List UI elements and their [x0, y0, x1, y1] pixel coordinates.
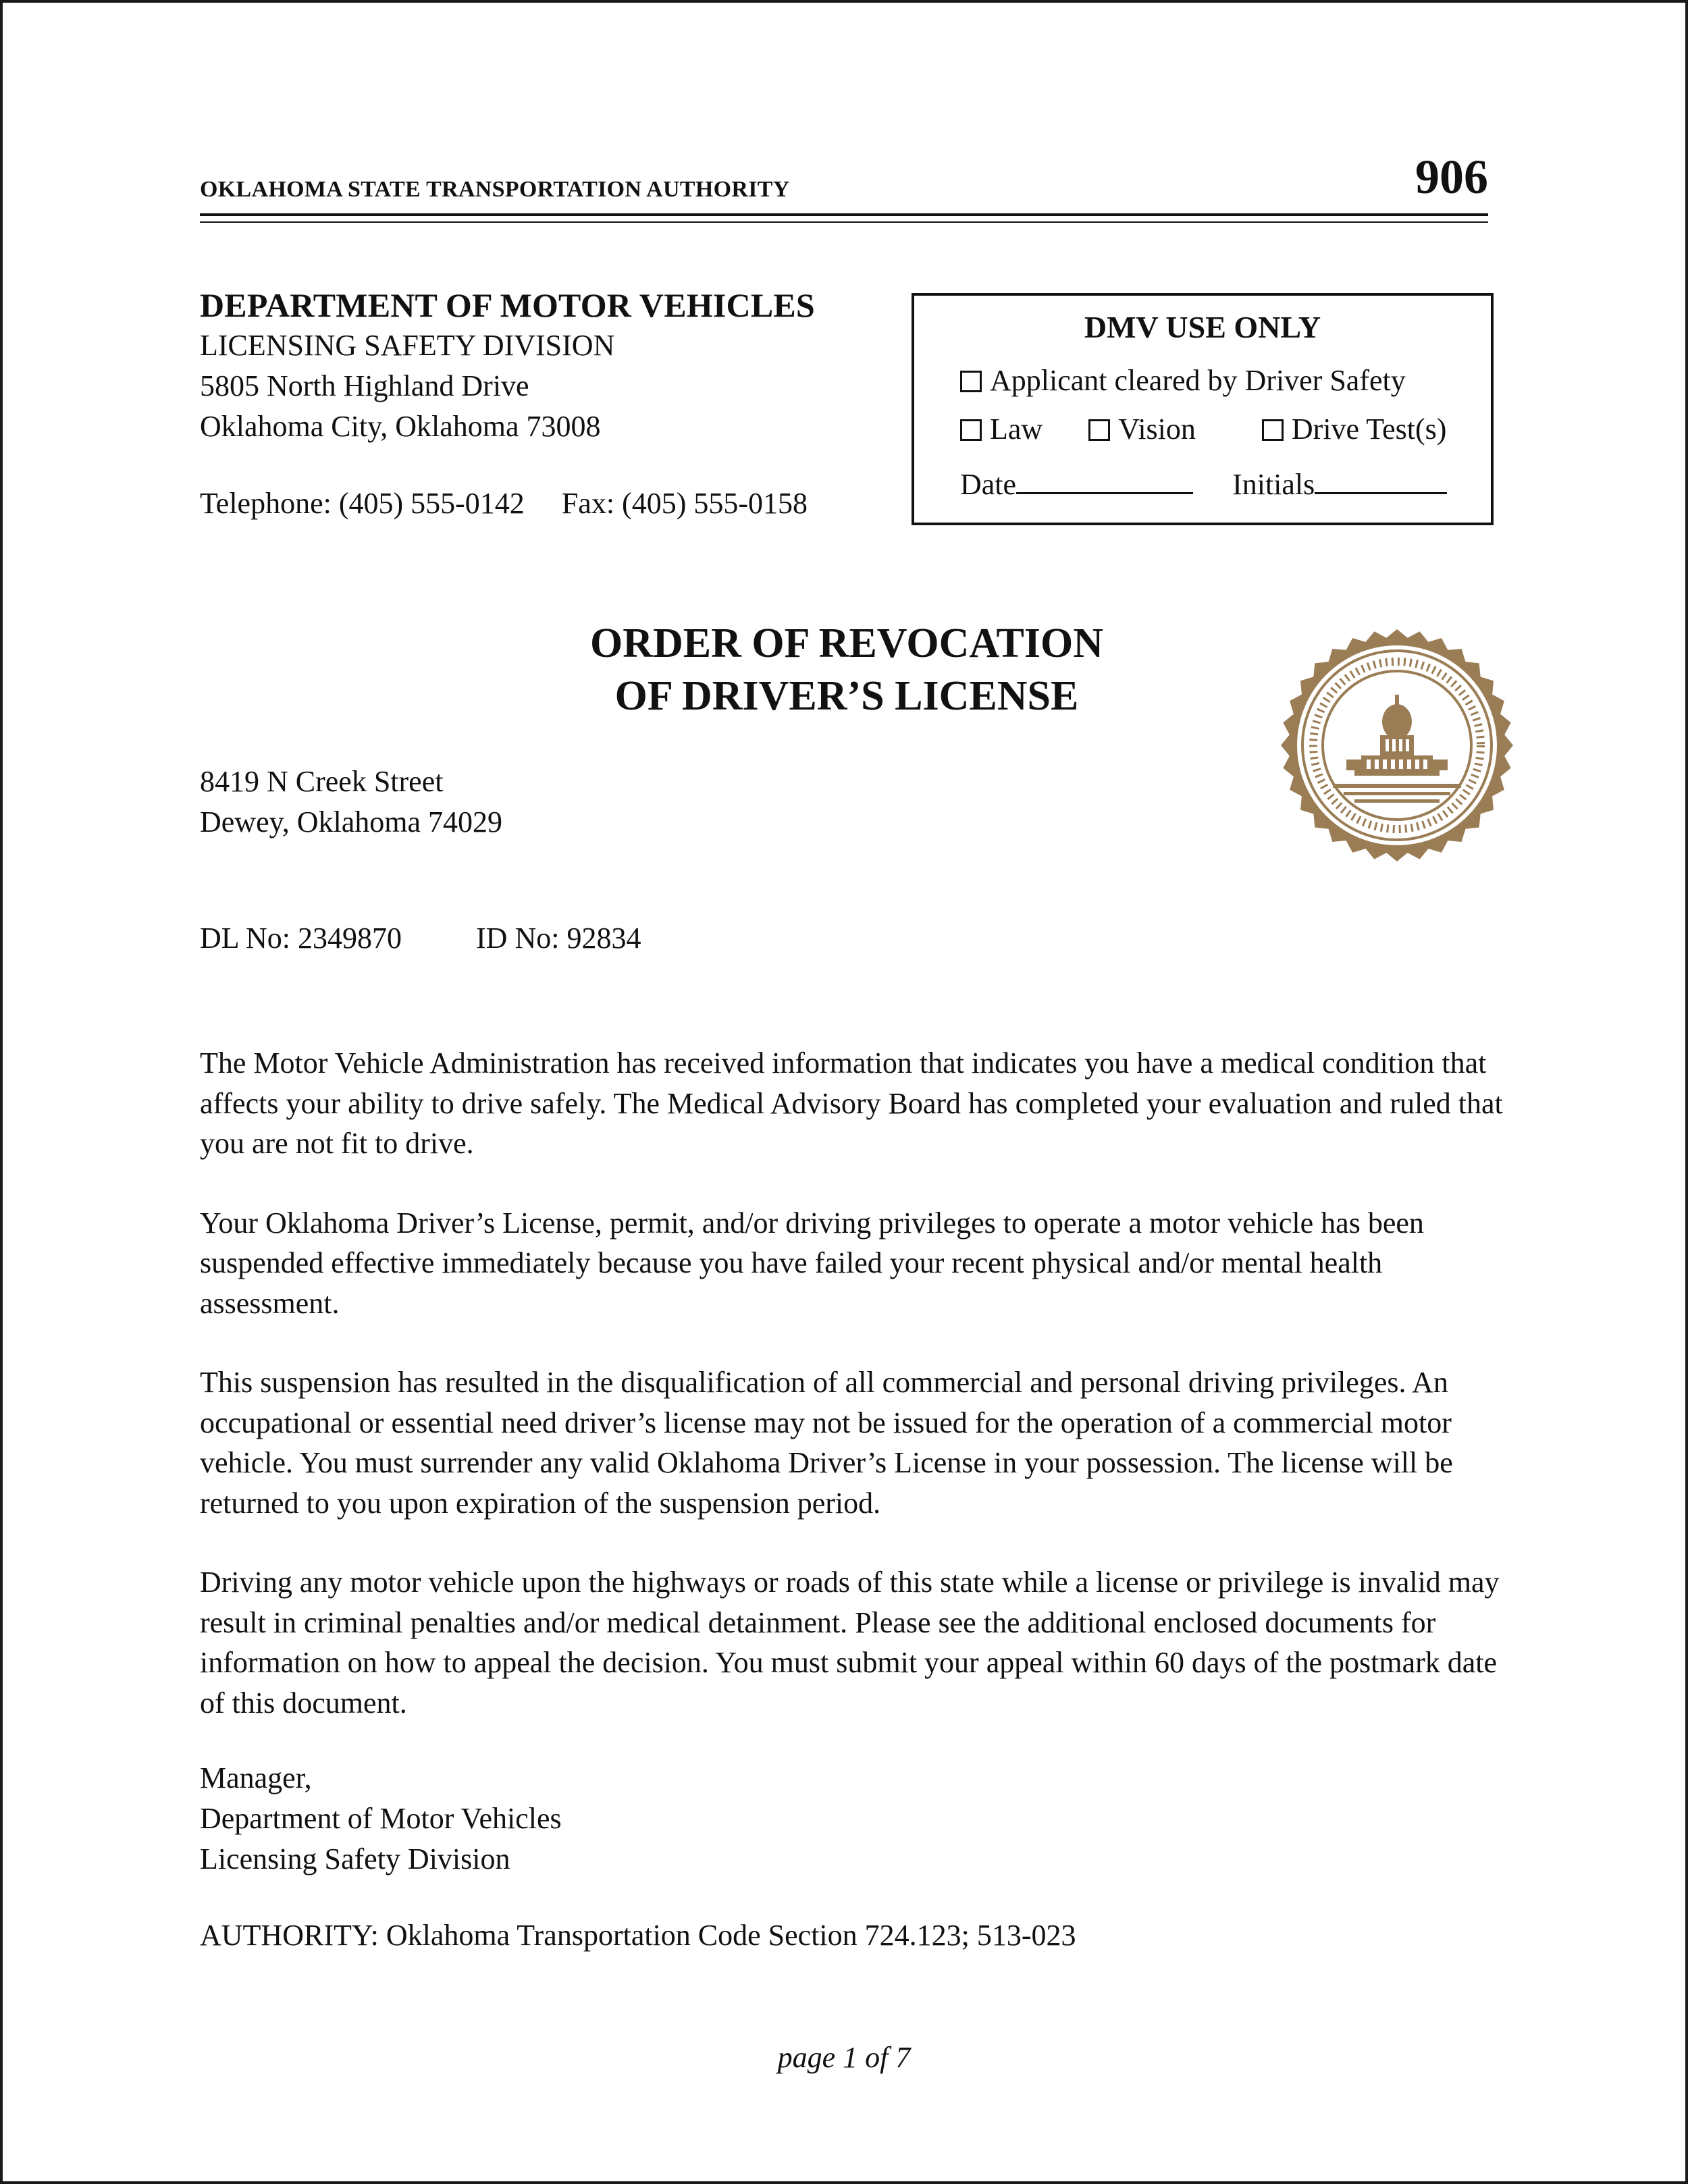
- body-paragraph-3: This suspension has resulted in the disqualification of all commercial and personal driving privileges. An occupational or essential need driver’s license may not be issued for the operation of a commercial motor vehicle. You must surrender any valid Oklahoma Driver’s License in your possession. The license will be returned to you upon expiration of the suspension period.: [200, 1366, 1453, 1520]
- department-division: LICENSING SAFETY DIVISION: [200, 329, 615, 362]
- dl-number: DL No: 2349870: [200, 922, 402, 955]
- id-number: ID No: 92834: [476, 922, 641, 955]
- document-title: [509, 617, 1184, 722]
- law-checkbox[interactable]: [960, 419, 982, 441]
- vision-checkbox[interactable]: [1088, 419, 1110, 441]
- telephone: Telephone: (405) 555-0142: [200, 487, 525, 520]
- department-name: DEPARTMENT OF MOTOR VEHICLES: [200, 286, 815, 324]
- agency-name: OKLAHOMA STATE TRANSPORTATION AUTHORITY: [200, 177, 790, 202]
- cleared-row: [960, 363, 1406, 398]
- contact-line: [200, 486, 808, 521]
- date-initials-row: [960, 467, 1447, 502]
- cleared-label: Applicant cleared by Driver Safety: [990, 364, 1406, 397]
- authority-citation: AUTHORITY: Oklahoma Transportation Code Section 724.123; 513-023: [200, 1919, 1076, 1952]
- recipient-address: [200, 762, 502, 843]
- initials-label: Initials: [1232, 468, 1315, 501]
- document-title-line2: OF DRIVER’S LICENSE: [614, 673, 1079, 719]
- page-number: page 1 of 7: [777, 2041, 911, 2074]
- letter-body: [200, 1043, 1503, 1762]
- cleared-checkbox[interactable]: [960, 371, 982, 392]
- header-rule-thin: [200, 221, 1488, 223]
- signature-line-3: Licensing Safety Division: [200, 1842, 510, 1875]
- fax: Fax: (405) 555-0158: [561, 487, 808, 520]
- body-paragraph-1: The Motor Vehicle Administration has received information that indicates you have a medical condition that affects your ability to drive safely. The Medical Advisory Board has completed your evaluation and ruled that you are not fit to drive.: [200, 1046, 1503, 1160]
- state-seal-icon: [1279, 627, 1515, 863]
- law-label: Law: [990, 412, 1043, 446]
- recipient-city: Dewey, Oklahoma 74029: [200, 805, 503, 838]
- signature-line-1: Manager,: [200, 1761, 312, 1794]
- body-paragraph-2: Your Oklahoma Driver’s License, permit, and/or driving privileges to operate a motor vehicle has been suspended effective immediately because you have failed your recent physical and/or mental health assessment.: [200, 1206, 1424, 1320]
- department-street: 5805 North Highland Drive: [200, 369, 529, 402]
- recipient-street: 8419 N Creek Street: [200, 765, 444, 798]
- signature-line-2: Department of Motor Vehicles: [200, 1802, 562, 1835]
- license-identifiers: [200, 921, 641, 955]
- dmv-box-title: DMV USE ONLY: [1084, 310, 1321, 344]
- form-number: 906: [1415, 150, 1488, 204]
- vision-label: Vision: [1118, 412, 1196, 446]
- header-rule-thick: [200, 213, 1488, 216]
- date-label: Date: [960, 468, 1017, 501]
- initials-field[interactable]: [1315, 492, 1447, 494]
- drive-test-label: Drive Test(s): [1291, 412, 1447, 446]
- department-address: [200, 285, 815, 447]
- dmv-use-only-box: [912, 293, 1494, 525]
- body-paragraph-4: Driving any motor vehicle upon the highways or roads of this state while a license or privilege is invalid may result in criminal penalties and/or medical detainment. Please see the additional enclosed documents for information on how to appeal the decision. You must submit your appeal within 60 days of the postmark date of this document.: [200, 1566, 1500, 1720]
- department-city: Oklahoma City, Oklahoma 73008: [200, 410, 601, 443]
- document-title-line1: ORDER OF REVOCATION: [589, 620, 1103, 666]
- tests-row: [960, 412, 1446, 446]
- drive-test-checkbox[interactable]: [1262, 419, 1284, 441]
- signature-block: [200, 1758, 562, 1880]
- date-field[interactable]: [1016, 492, 1193, 494]
